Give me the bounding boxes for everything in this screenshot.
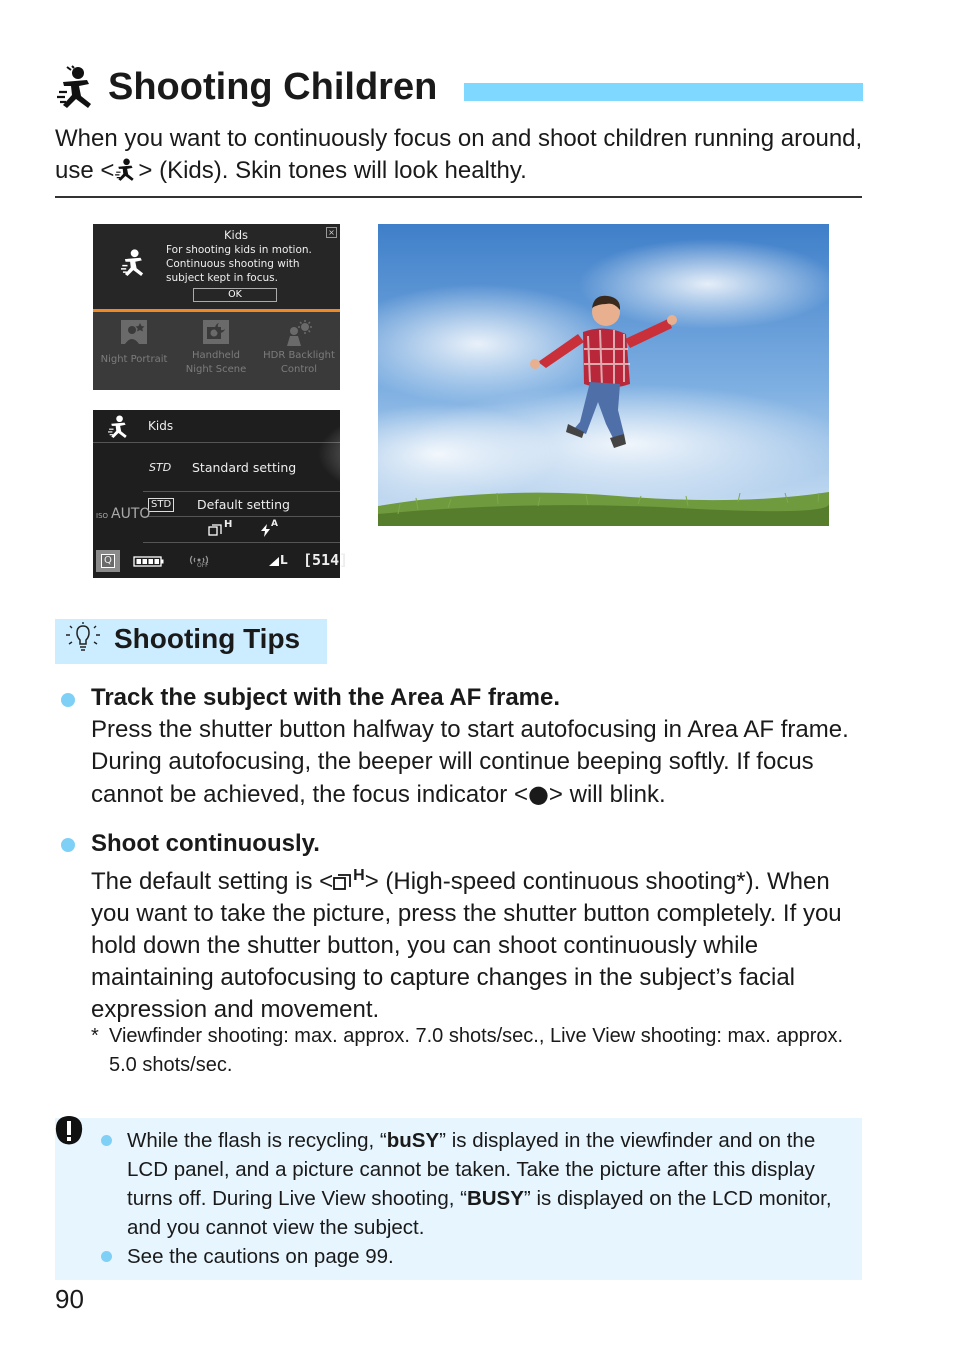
handheld-night-icon: [203, 320, 229, 344]
picture-style-badge: STD: [149, 461, 172, 474]
footnote-mark: *: [91, 1025, 99, 1047]
divider: [143, 516, 340, 517]
picture-style-label[interactable]: Standard setting: [192, 460, 297, 475]
tip-2-heading: Shoot continuously.: [91, 830, 320, 857]
image-quality-label: L: [280, 553, 288, 567]
mode-label: Kids: [148, 419, 174, 433]
flash-icon[interactable]: [261, 524, 270, 537]
lightbulb-icon: [64, 622, 102, 658]
continuous-shooting-icon[interactable]: [208, 524, 222, 537]
jumping-child-photo: [378, 224, 829, 526]
mode-guide-panel: [93, 224, 340, 309]
kids-mode-inline-icon: [114, 158, 138, 182]
busy-lcd-text: BUSY: [466, 1187, 524, 1210]
wifi-status: OFF: [197, 562, 209, 569]
bullet: [101, 1251, 112, 1262]
guide-desc-3: subject kept in focus.: [166, 272, 278, 284]
guide-desc-1: For shooting kids in motion.: [166, 244, 312, 256]
page-title: Shooting Children: [108, 66, 438, 108]
quick-control-button[interactable]: Q: [96, 550, 120, 572]
tip-1-heading: Track the subject with the Area AF frame.: [91, 684, 561, 711]
selection-bar: [93, 309, 340, 312]
shooting-tips-heading: Shooting Tips: [114, 623, 301, 654]
flash-auto-label: A: [271, 519, 278, 529]
caution-item-2: See the cautions on page 99.: [127, 1245, 394, 1268]
busy-viewfinder-text: buSY: [386, 1129, 440, 1152]
caution-icon: [53, 1115, 85, 1147]
tip-1-body: Press the shutter button halfway to start autofocusing in Area AF frame. During autofocusing, the beeper will continue beeping softly. If focus cannot be achieved, the focus indicator <●> will blink.: [91, 716, 849, 808]
battery-icon: [133, 556, 164, 567]
divider: [143, 491, 340, 492]
kids-mode-icon: [108, 414, 130, 440]
mode-guide-screen: [93, 224, 340, 390]
footnote: [91, 1022, 861, 1080]
divider: [93, 442, 340, 443]
night-portrait-icon: [121, 320, 147, 344]
title-accent-bar: [464, 83, 863, 101]
bullet: [61, 693, 75, 707]
image-quality-icon: [269, 557, 279, 566]
std-box: STD: [148, 498, 174, 512]
hdr-backlight-icon: [285, 320, 313, 346]
mode-night-portrait[interactable]: Night Portrait: [100, 354, 168, 365]
shots-remaining: [514]: [303, 551, 349, 569]
kids-mode-icon: [121, 248, 147, 278]
shooting-info-screen: [93, 410, 349, 578]
caution-item-1: While the flash is recycling, “buSY” is displayed in the viewfinder and on the LCD panel, and a picture cannot be taken. Take the picture after this display turns off. During Live View shooting, “BUSY” is displayed on the LCD monitor, and you cannot view the subject.: [127, 1129, 832, 1239]
header-divider: [55, 196, 862, 198]
intro-text-2: > (Kids). Skin tones will look healthy.: [138, 157, 527, 184]
kids-mode-icon: [57, 66, 97, 110]
bullet: [101, 1135, 112, 1146]
footnote-text: Viewfinder shooting: max. approx. 7.0 shots/sec., Live View shooting: max. approx. 5.0 shots/sec.: [109, 1025, 844, 1076]
page-number: 90: [55, 1284, 84, 1314]
high-speed-marker: H: [353, 867, 365, 884]
default-setting-label[interactable]: Default setting: [197, 497, 290, 512]
ok-button[interactable]: OK: [193, 288, 277, 302]
intro-text-1: When you want to continuously focus on and shoot children running around, use <: [55, 125, 863, 184]
guide-title: Kids: [224, 228, 249, 242]
mode-hdr-backlight-control[interactable]: HDR Backlight Control: [263, 350, 335, 375]
guide-desc-2: Continuous shooting with: [166, 258, 300, 270]
intro-paragraph: [55, 123, 865, 187]
drive-speed-label: H: [224, 519, 233, 530]
bullet: [61, 838, 75, 852]
tip-2-body: The default setting is < $^H$> (High-speed continuous shooting*). When you want to take the picture, press the shutter button completely. If you hold down the shutter button, you can shoot continuously while maintaining autofocusing to capture changes in the subject’s facial expression and movement.: [91, 867, 842, 1023]
mode-handheld-night-scene[interactable]: Handheld Night Scene: [185, 350, 247, 375]
iso-prefix: ISO: [96, 512, 109, 520]
close-icon[interactable]: ×: [326, 227, 337, 238]
divider: [143, 542, 340, 543]
continuous-shooting-icon: [333, 873, 353, 891]
focus-indicator-icon: ●: [527, 780, 549, 808]
iso-auto-label: AUTO: [111, 506, 151, 522]
